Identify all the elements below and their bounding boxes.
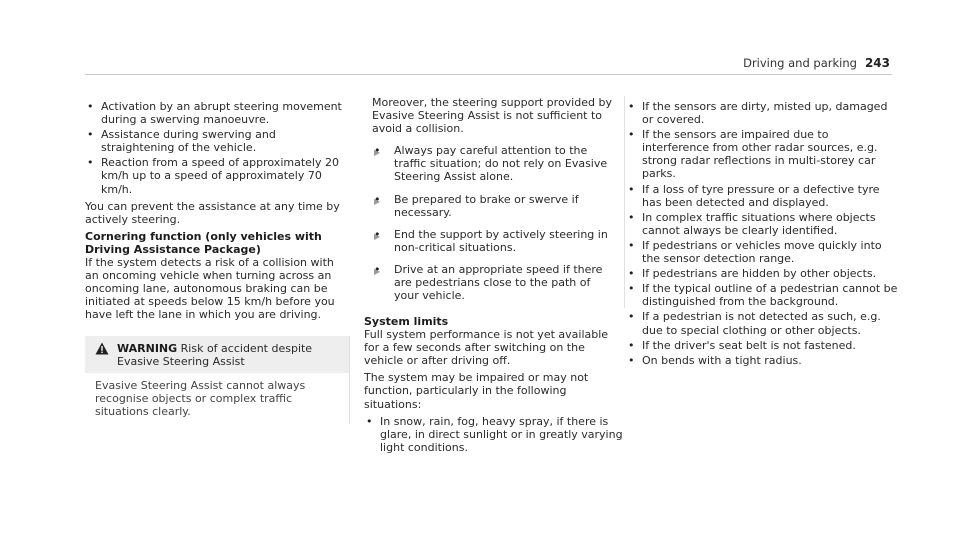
warning-title: Risk of accident despite Evasive Steering Assist [117, 341, 313, 368]
feature-list [85, 100, 347, 196]
paragraph: You can prevent the assistance at any time by actively steering. [85, 199, 340, 226]
warning-box [85, 336, 350, 424]
column-left [85, 100, 347, 424]
list-item: • If a loss of tyre pressure or a defective tyre has been detected and displayed. [626, 183, 898, 209]
list-item: • If the driver's seat belt is not fastened. [626, 339, 898, 352]
arrow-right-icon: • ▶ [374, 231, 381, 241]
limits-list-continued [626, 100, 898, 367]
list-item: • If the typical outline of a pedestrian cannot be distinguished from the background. [626, 282, 898, 308]
section-heading: System limits [364, 315, 449, 328]
system-limits-section [364, 315, 626, 458]
warning-triangle-icon [95, 342, 109, 368]
list-item: • Activation by an abrupt steering movement during a swerving manoeuvre. [85, 100, 347, 126]
paragraph: Moreover, the steering support provided by Evasive Steering Assist is not sufficient to avoid a collision. [372, 96, 612, 136]
list-item: • ▶ Drive at an appropriate speed if there are pedestrians close to the path of your vehicle. [372, 263, 614, 302]
warning-label: WARNING [117, 341, 178, 355]
list-item: • In snow, rain, fog, heavy spray, if there is glare, in direct sunlight or in greatly varying light conditions. [364, 415, 626, 454]
list-item: • If a pedestrian is not detected as such, e.g. due to special clothing or other objects. [626, 310, 898, 336]
action-list [372, 144, 614, 302]
list-item: • ▶ Always pay careful attention to the traffic situation; do not rely on Evasive Steering Assist alone. [372, 144, 614, 183]
arrow-right-icon: • ▶ [374, 148, 381, 158]
arrow-right-icon: • ▶ [374, 196, 381, 206]
list-item: • If pedestrians are hidden by other objects. [626, 267, 898, 280]
list-item: • ▶ End the support by actively steering in non-critical situations. [372, 228, 614, 254]
list-item: • Reaction from a speed of approximately 20 km/h up to a speed of approximately 70 km/h. [85, 156, 347, 195]
list-item: • If pedestrians or vehicles move quickly into the sensor detection range. [626, 239, 898, 265]
paragraph: If the system detects a risk of a collision with an oncoming vehicle when turning across an oncoming lane, autonomous braking can be initiated at speeds below 15 km/h before you have left the lane in which you are driving. [85, 256, 335, 322]
column-middle [364, 96, 624, 308]
column-right [626, 100, 898, 371]
page-number: 243 [864, 56, 890, 70]
list-item: • In complex traffic situations where objects cannot always be clearly identified. [626, 211, 898, 237]
page-header [743, 56, 890, 70]
list-item: • ▶ Be prepared to brake or swerve if necessary. [372, 193, 614, 219]
limits-list [364, 415, 626, 454]
list-item: • If the sensors are impaired due to interference from other radar sources, e.g. strong radar reflections in multi-storey car parks. [626, 128, 898, 180]
header-rule [85, 74, 892, 75]
list-item: • On bends with a tight radius. [626, 354, 898, 367]
section-title: Driving and parking [743, 56, 857, 70]
paragraph: Full system performance is not yet available for a few seconds after switching on the vehicle or after driving off. [364, 328, 609, 368]
paragraph: The system may be impaired or may not function, particularly in the following situations: [364, 371, 589, 411]
warning-body: Evasive Steering Assist cannot always recognise objects or complex traffic situations clearly. [95, 378, 306, 418]
list-item: • Assistance during swerving and straightening of the vehicle. [85, 128, 347, 154]
warning-continuation [364, 96, 625, 308]
warning-header [85, 336, 349, 373]
section-heading: Cornering function (only vehicles with Driving Assistance Package) [85, 229, 322, 256]
list-item: • If the sensors are dirty, misted up, damaged or covered. [626, 100, 898, 126]
arrow-right-icon: • ▶ [374, 266, 381, 276]
